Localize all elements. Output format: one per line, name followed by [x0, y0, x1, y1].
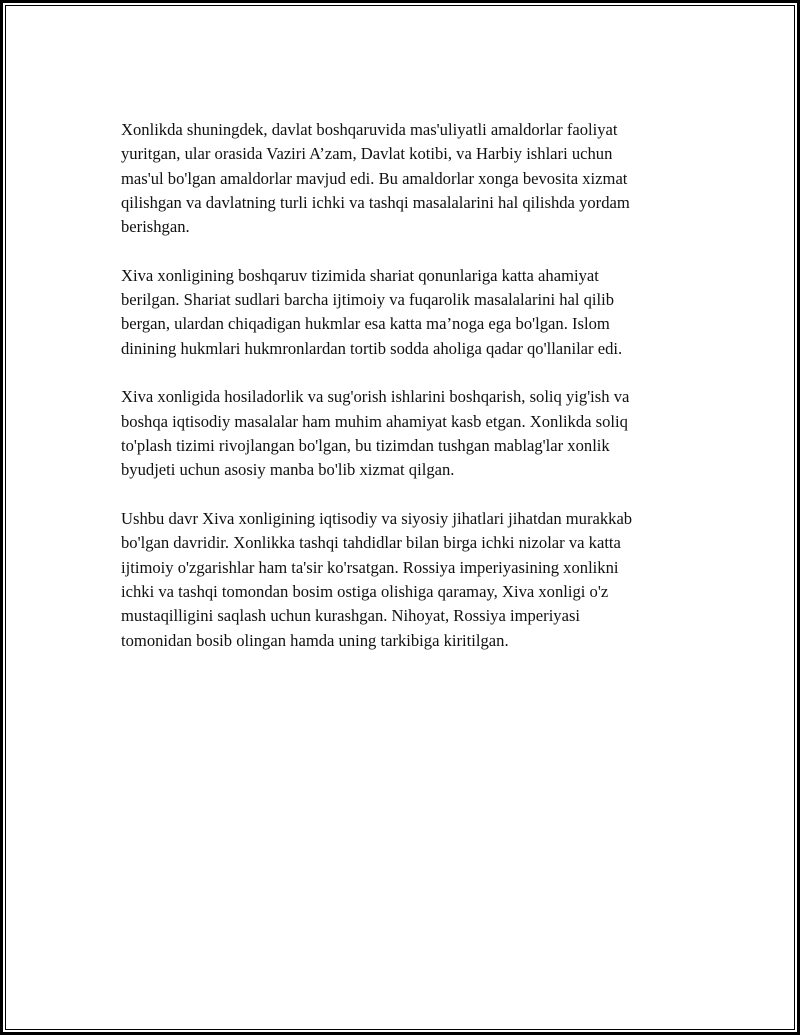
text-line: Xonlikda shuningdek, davlat boshqaruvida mas'uliyatli amaldorlar faoliyat	[121, 120, 618, 139]
text-line: ijtimoiy o'zgarishlar ham ta'sir ko'rsatgan. Rossiya imperiyasining xonlikni	[121, 557, 619, 577]
paragraph-4	[121, 507, 701, 653]
text-line: berishgan.	[121, 217, 190, 237]
text-line: Xiva xonligining boshqaruv tizimida shariat qonunlariga katta ahamiyat	[121, 265, 599, 285]
document-body	[121, 118, 701, 677]
text-line: Ushbu davr Xiva xonligining iqtisodiy va siyosiy jihatlari jihatdan murakkab	[121, 509, 633, 529]
text-line: byudjeti uchun asosiy manba bo'lib xizmat qilgan.	[121, 460, 455, 480]
paragraph-2	[121, 264, 701, 361]
text-line: Xiva xonligida hosiladorlik va sug'orish ishlarini boshqarish, soliq yig'ish va	[121, 387, 630, 407]
paragraph-1	[121, 118, 701, 239]
text-line: boshqa iqtisodiy masalalar ham muhim ahamiyat kasb etgan. Xonlikda soliq	[121, 411, 628, 431]
text-line: berilgan. Shariat sudlari barcha ijtimoiy va fuqarolik masalalarini hal qilib	[121, 290, 615, 310]
text-line: mustaqilligini saqlash uchun kurashgan. Nihoyat, Rossiya imperiyasi	[121, 606, 581, 626]
text-line: mas'ul bo'lgan amaldorlar mavjud edi. Bu amaldorlar xonga bevosita xizmat	[121, 168, 628, 188]
text-line: yuritgan, ular orasida Vaziri A’zam, Davlat kotibi, va Harbiy ishlari uchun	[121, 144, 613, 164]
text-line: dinining hukmlari hukmronlardan tortib sodda aholiga qadar qo'llanilar edi.	[121, 338, 623, 358]
text-line: to'plash tizimi rivojlangan bo'lgan, bu tizimdan tushgan mablag'lar xonlik	[121, 436, 610, 456]
text-line: bergan, ulardan chiqadigan hukmlar esa katta ma’noga ega bo'lgan. Islom	[121, 314, 610, 334]
text-line: bo'lgan davridir. Xonlikka tashqi tahdidlar bilan birga ichki nizolar va katta	[121, 533, 621, 553]
text-line: ichki va tashqi tomondan bosim ostiga olishiga qaramay, Xiva xonligi o'z	[121, 581, 609, 601]
text-line: qilishgan va davlatning turli ichki va tashqi masalalarini hal qilishda yordam	[121, 192, 630, 212]
paragraph-3	[121, 385, 701, 482]
text-line: tomonidan bosib olingan hamda uning tarkibiga kiritilgan.	[121, 630, 509, 650]
